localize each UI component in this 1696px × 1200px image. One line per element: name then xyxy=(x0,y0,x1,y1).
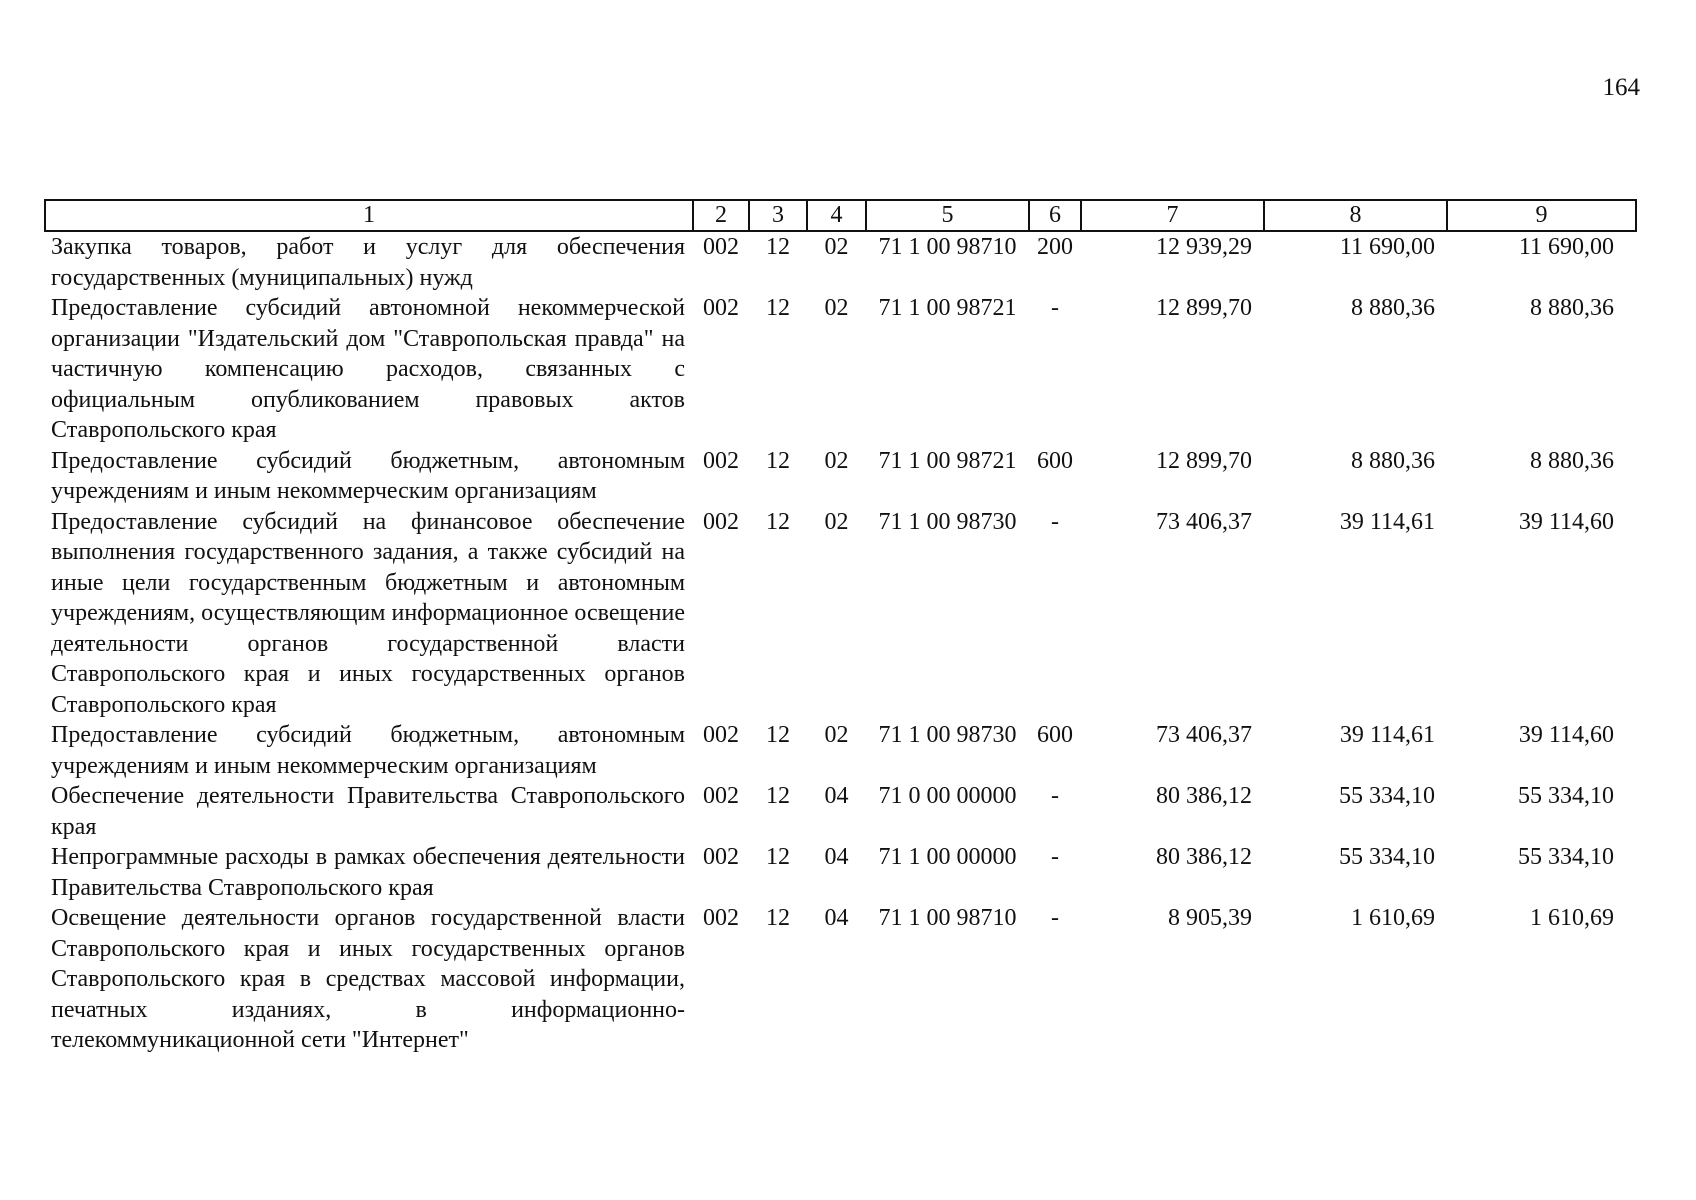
row-c8: 39 114,61 xyxy=(1339,722,1435,748)
row-name: Предоставление субсидий автономной некоммерческой организации "Издательский дом "Ставропольская правда" на частичную компенсацию расходов, связанных с официальным опубликованием правовых актов Ставропольского края xyxy=(51,295,685,443)
row-c5: 71 1 00 98710 xyxy=(878,905,1017,931)
row-c8: 8 880,36 xyxy=(1351,447,1435,474)
header-row xyxy=(45,200,1636,231)
table-row xyxy=(45,293,1636,446)
row-c4: 02 xyxy=(824,447,849,474)
row-c9: 1 610,69 xyxy=(1530,905,1614,931)
row-c5: 71 1 00 98730 xyxy=(878,722,1017,748)
row-c5: 71 1 00 98710 xyxy=(878,234,1017,260)
row-c7: 8 905,39 xyxy=(1168,905,1252,931)
row-c9: 55 334,10 xyxy=(1518,844,1614,870)
row-c3: 12 xyxy=(766,722,790,748)
column-header-6: 6 xyxy=(1029,200,1081,231)
row-c5: 71 1 00 98721 xyxy=(878,295,1017,321)
row-c2: 002 xyxy=(703,234,739,260)
column-header-8: 8 xyxy=(1264,200,1447,231)
row-c9: 11 690,00 xyxy=(1518,234,1614,260)
row-c3: 12 xyxy=(766,508,790,535)
row-c9: 55 334,10 xyxy=(1518,783,1614,809)
row-c8: 11 690,00 xyxy=(1339,234,1435,260)
row-c2: 002 xyxy=(703,447,739,474)
row-c6: - xyxy=(1051,295,1059,321)
row-c6: - xyxy=(1051,783,1059,809)
row-c8: 55 334,10 xyxy=(1339,844,1435,870)
row-c5: 71 1 00 98730 xyxy=(878,508,1017,535)
row-name: Предоставление субсидий на финансовое обеспечение выполнения государственного задания, а также субсидий на иные цели государственным бюджетным и автономным учреждениям, осуществляющим информационное освещение деятельности органов государственной власти Ставропольского края и иных государственных органов Ставропольского края xyxy=(51,508,685,718)
row-c3: 12 xyxy=(766,905,790,931)
row-name: Предоставление субсидий бюджетным, автономным учреждениям и иным некоммерческим организациям xyxy=(51,722,685,779)
row-name: Обеспечение деятельности Правительства Ставропольского края xyxy=(51,783,685,840)
table-row xyxy=(45,720,1636,781)
row-c2: 002 xyxy=(703,783,739,809)
row-c7: 73 406,37 xyxy=(1156,508,1252,535)
row-c8: 39 114,61 xyxy=(1339,508,1435,535)
row-c7: 12 899,70 xyxy=(1156,447,1252,474)
row-c3: 12 xyxy=(766,234,790,260)
table-row xyxy=(45,446,1636,507)
table-row xyxy=(45,903,1636,1056)
row-c5: 71 1 00 98721 xyxy=(878,447,1017,474)
row-c2: 002 xyxy=(703,508,739,535)
row-name: Освещение деятельности органов государственной власти Ставропольского края и иных государственных органов Ставропольского края в средствах массовой информации, печатных изданиях, в информационно-телекоммуникационной сети "Интернет" xyxy=(51,905,685,1053)
row-c7: 80 386,12 xyxy=(1156,844,1252,870)
row-c4: 04 xyxy=(824,844,849,870)
row-c4: 02 xyxy=(824,295,849,321)
row-c3: 12 xyxy=(766,783,790,809)
row-c7: 80 386,12 xyxy=(1156,783,1252,809)
row-c9: 39 114,60 xyxy=(1518,722,1614,748)
row-c6: - xyxy=(1051,905,1059,931)
row-c3: 12 xyxy=(766,844,790,870)
row-c2: 002 xyxy=(703,295,739,321)
row-name: Непрограммные расходы в рамках обеспечения деятельности Правительства Ставропольского края xyxy=(51,844,685,901)
row-c6: 600 xyxy=(1037,447,1073,474)
row-c7: 12 899,70 xyxy=(1156,295,1252,321)
row-c7: 12 939,29 xyxy=(1156,234,1252,260)
table-row xyxy=(45,507,1636,721)
row-c6: 600 xyxy=(1037,722,1073,748)
column-header-4: 4 xyxy=(807,200,866,231)
row-c7: 73 406,37 xyxy=(1156,722,1252,748)
row-c3: 12 xyxy=(766,295,790,321)
column-header-2: 2 xyxy=(693,200,749,231)
row-name: Закупка товаров, работ и услуг для обеспечения государственных (муниципальных) нужд xyxy=(51,234,685,291)
row-c3: 12 xyxy=(766,447,790,474)
row-c5: 71 0 00 00000 xyxy=(878,783,1017,809)
row-c6: - xyxy=(1051,844,1059,870)
row-c4: 02 xyxy=(824,234,849,260)
table-row xyxy=(45,231,1636,293)
row-c8: 55 334,10 xyxy=(1339,783,1435,809)
column-header-5: 5 xyxy=(866,200,1029,231)
row-c6: 200 xyxy=(1037,234,1073,260)
table-row xyxy=(45,842,1636,903)
row-c9: 8 880,36 xyxy=(1530,295,1614,321)
page-number: 164 xyxy=(1602,74,1640,101)
row-c9: 39 114,60 xyxy=(1518,508,1614,535)
row-c2: 002 xyxy=(703,905,739,931)
column-header-7: 7 xyxy=(1081,200,1264,231)
row-c2: 002 xyxy=(703,844,739,870)
row-c8: 8 880,36 xyxy=(1351,295,1435,321)
column-header-9: 9 xyxy=(1447,200,1636,231)
row-c8: 1 610,69 xyxy=(1351,905,1435,931)
row-c2: 002 xyxy=(703,722,739,748)
row-name: Предоставление субсидий бюджетным, автономным учреждениям и иным некоммерческим организациям xyxy=(51,447,685,504)
table-row xyxy=(45,781,1636,842)
column-header-3: 3 xyxy=(749,200,807,231)
row-c4: 02 xyxy=(824,722,849,748)
row-c5: 71 1 00 00000 xyxy=(878,844,1017,870)
row-c4: 02 xyxy=(824,508,849,535)
row-c9: 8 880,36 xyxy=(1530,447,1614,474)
row-c6: - xyxy=(1051,508,1059,535)
budget-table xyxy=(44,199,1637,1056)
row-c4: 04 xyxy=(824,783,849,809)
column-header-1: 1 xyxy=(45,200,693,231)
row-c4: 04 xyxy=(824,905,849,931)
